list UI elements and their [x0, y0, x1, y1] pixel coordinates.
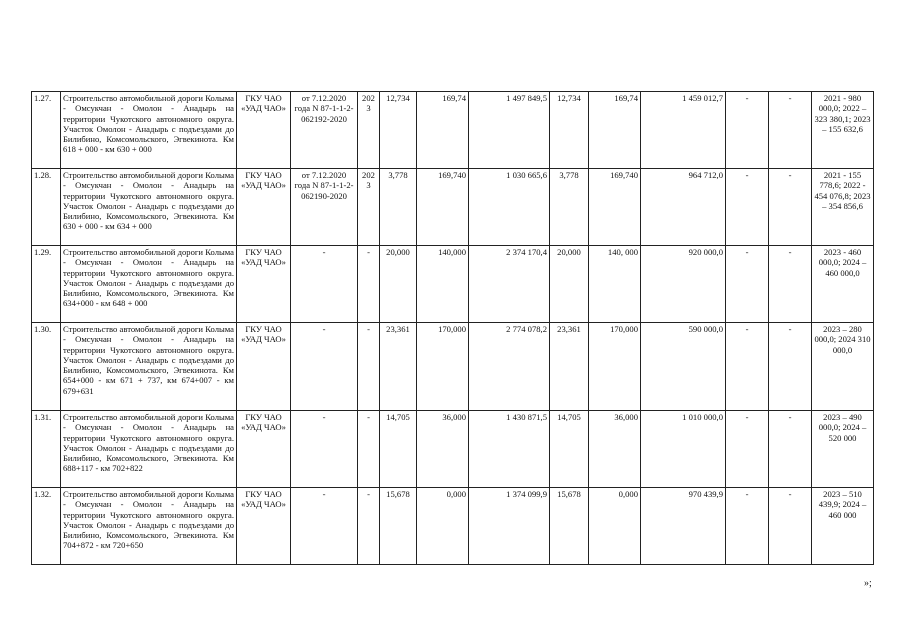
table-row — [32, 246, 874, 323]
financing-by-year: 2023 - 460 000,0; 2024 – 460 000,0 — [812, 246, 874, 323]
length-km-plan: 15,678 — [550, 488, 589, 565]
financing-by-year: 2023 – 490 000,0; 2024 – 520 000 — [812, 411, 874, 488]
capacity-plan: 170,000 — [589, 323, 641, 411]
estimated-cost: 1 497 849,5 — [469, 92, 550, 169]
customer: ГКУ ЧАО «УАД ЧАО» — [237, 246, 291, 323]
commissioning-year: - — [358, 411, 380, 488]
object-name: Строительство автомобильной дороги Колыма - Омсукчан - Омолон - Анадырь на территории Чукотского автономного округа. Участок Омолон - Анадырь с подъездами до Билибино, Комсомольского, Эгвекинота. Км 688+117 - км 702+822 — [61, 411, 237, 488]
row-number: 1.27. — [32, 92, 61, 169]
length-km: 12,734 — [380, 92, 417, 169]
capacity: 170,000 — [417, 323, 469, 411]
dash-cell: - — [769, 246, 812, 323]
commissioning-year: - — [358, 323, 380, 411]
capacity: 169,74 — [417, 92, 469, 169]
object-name: Строительство автомобильной дороги Колыма - Омсукчан - Омолон - Анадырь на территории Чукотского автономного округа. Участок Омолон - Анадырь с подъездами до Билибино, Комсомольского, Эгвекинота. Км 618 + 000 - км 630 + 000 — [61, 92, 237, 169]
length-km-plan: 3,778 — [550, 169, 589, 246]
capacity-plan: 0,000 — [589, 488, 641, 565]
object-name: Строительство автомобильной дороги Колыма - Омсукчан - Омолон - Анадырь на территории Чукотского автономного округа. Участок Омолон - Анадырь с подъездами до Билибино, Комсомольского, Эгвекинота. Км 634+000 - км 648 + 000 — [61, 246, 237, 323]
expertise-document: от 7.12.2020 года N 87-1-1-2-062190-2020 — [291, 169, 358, 246]
length-km-plan: 14,705 — [550, 411, 589, 488]
length-km: 14,705 — [380, 411, 417, 488]
table-row — [32, 92, 874, 169]
expertise-document: - — [291, 411, 358, 488]
expertise-document: - — [291, 323, 358, 411]
capacity: 36,000 — [417, 411, 469, 488]
capacity-plan: 169,740 — [589, 169, 641, 246]
dash-cell: - — [726, 411, 769, 488]
customer: ГКУ ЧАО «УАД ЧАО» — [237, 92, 291, 169]
length-km: 23,361 — [380, 323, 417, 411]
financing-by-year: 2023 – 280 000,0; 2024 310 000,0 — [812, 323, 874, 411]
length-km-plan: 12,734 — [550, 92, 589, 169]
customer: ГКУ ЧАО «УАД ЧАО» — [237, 411, 291, 488]
financing-total: 1 010 000,0 — [641, 411, 726, 488]
object-name: Строительство автомобильной дороги Колыма - Омсукчан - Омолон - Анадырь на территории Чукотского автономного округа. Участок Омолон - Анадырь с подъездами до Билибино, Комсомольского, Эгвекинота. Км 704+872 - км 720+650 — [61, 488, 237, 565]
capacity: 169,740 — [417, 169, 469, 246]
commissioning-year: - — [358, 246, 380, 323]
estimated-cost: 1 430 871,5 — [469, 411, 550, 488]
capacity-plan: 36,000 — [589, 411, 641, 488]
expertise-document: - — [291, 488, 358, 565]
row-number: 1.29. — [32, 246, 61, 323]
financing-total: 1 459 012,7 — [641, 92, 726, 169]
object-name: Строительство автомобильной дороги Колыма - Омсукчан - Омолон - Анадырь на территории Чукотского автономного округа. Участок Омолон - Анадырь с подъездами до Билибино, Комсомольского, Эгвекинота. Км 654+000 - км 671 + 737, км 674+007 - км 679+631 — [61, 323, 237, 411]
estimated-cost: 1 030 665,6 — [469, 169, 550, 246]
row-number: 1.32. — [32, 488, 61, 565]
customer: ГКУ ЧАО «УАД ЧАО» — [237, 169, 291, 246]
length-km-plan: 20,000 — [550, 246, 589, 323]
commissioning-year: 2023 — [358, 92, 380, 169]
row-number: 1.30. — [32, 323, 61, 411]
customer: ГКУ ЧАО «УАД ЧАО» — [237, 488, 291, 565]
expertise-document: от 7.12.2020 года N 87-1-1-2-062192-2020 — [291, 92, 358, 169]
financing-by-year: 2021 - 980 000,0; 2022 – 323 380,1; 2023 – 155 632,6 — [812, 92, 874, 169]
financing-total: 970 439,9 — [641, 488, 726, 565]
financing-by-year: 2023 – 510 439,9; 2024 – 460 000 — [812, 488, 874, 565]
length-km: 20,000 — [380, 246, 417, 323]
dash-cell: - — [769, 411, 812, 488]
length-km: 15,678 — [380, 488, 417, 565]
capacity-plan: 169,74 — [589, 92, 641, 169]
financing-total: 590 000,0 — [641, 323, 726, 411]
table-row — [32, 411, 874, 488]
commissioning-year: 2023 — [358, 169, 380, 246]
dash-cell: - — [726, 488, 769, 565]
dash-cell: - — [769, 323, 812, 411]
table-row — [32, 323, 874, 411]
estimated-cost: 1 374 099,9 — [469, 488, 550, 565]
financing-total: 964 712,0 — [641, 169, 726, 246]
row-number: 1.31. — [32, 411, 61, 488]
dash-cell: - — [726, 92, 769, 169]
expertise-document: - — [291, 246, 358, 323]
dash-cell: - — [769, 488, 812, 565]
dash-cell: - — [726, 246, 769, 323]
estimated-cost: 2 774 078,2 — [469, 323, 550, 411]
table-row — [32, 169, 874, 246]
closing-quote: »; — [864, 578, 872, 589]
length-km-plan: 23,361 — [550, 323, 589, 411]
estimated-cost: 2 374 170,4 — [469, 246, 550, 323]
financing-total: 920 000,0 — [641, 246, 726, 323]
table-row — [32, 488, 874, 565]
dash-cell: - — [769, 169, 812, 246]
dash-cell: - — [769, 92, 812, 169]
customer: ГКУ ЧАО «УАД ЧАО» — [237, 323, 291, 411]
row-number: 1.28. — [32, 169, 61, 246]
capacity-plan: 140, 000 — [589, 246, 641, 323]
length-km: 3,778 — [380, 169, 417, 246]
financing-by-year: 2021 - 155 778,6; 2022 - 454 076,8; 2023 – 354 856,6 — [812, 169, 874, 246]
capacity: 0,000 — [417, 488, 469, 565]
object-name: Строительство автомобильной дороги Колыма - Омсукчан - Омолон - Анадырь на территории Чукотского автономного округа. Участок Омолон - Анадырь с подъездами до Билибино, Комсомольского, Эгвекинота. Км 630 + 000 - км 634 + 000 — [61, 169, 237, 246]
projects-table — [31, 91, 874, 565]
dash-cell: - — [726, 169, 769, 246]
dash-cell: - — [726, 323, 769, 411]
commissioning-year: - — [358, 488, 380, 565]
capacity: 140,000 — [417, 246, 469, 323]
